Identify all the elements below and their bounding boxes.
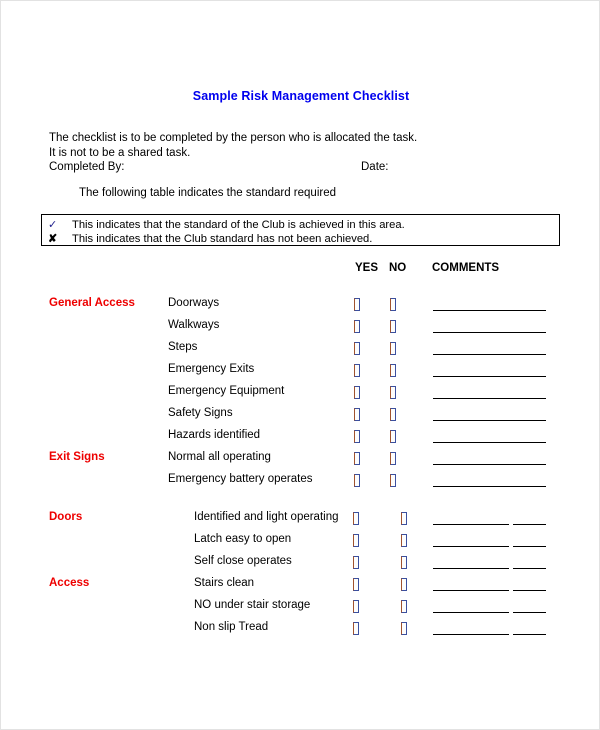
table-row [1,429,600,451]
comment-line[interactable] [433,486,546,487]
table-row [1,407,600,429]
checkbox-yes[interactable] [354,408,360,421]
checkbox-yes[interactable] [354,342,360,355]
cross-icon: ✘ [48,233,58,245]
category-label: Exit Signs [49,451,105,463]
completed-by-row [49,160,519,175]
checkbox-no[interactable] [390,474,396,487]
standard-required-note: The following table indicates the standard required [79,187,336,199]
date-label: Date: [361,161,389,173]
checklist-item-label: Emergency Equipment [168,385,285,397]
checkbox-no[interactable] [401,622,407,635]
checkbox-yes[interactable] [353,622,359,635]
checkbox-yes[interactable] [353,600,359,613]
comment-line[interactable] [433,590,509,591]
checkbox-no[interactable] [390,298,396,311]
comment-line[interactable] [433,634,509,635]
checkbox-yes[interactable] [353,578,359,591]
checkbox-no[interactable] [390,386,396,399]
table-row [1,533,600,555]
column-header-no: NO [389,262,407,274]
table-row [1,473,600,495]
checkbox-yes[interactable] [354,364,360,377]
checklist-item-label: NO under stair storage [194,599,311,611]
column-header-yes: YES [355,262,379,274]
checkbox-no[interactable] [390,452,396,465]
checkbox-yes[interactable] [354,320,360,333]
checkbox-no[interactable] [401,556,407,569]
comment-line[interactable] [513,612,546,613]
comment-line[interactable] [513,634,546,635]
comment-line[interactable] [433,332,546,333]
checkbox-yes[interactable] [354,298,360,311]
legend-row-achieved [48,218,405,232]
check-icon: ✓ [48,219,58,231]
checkbox-yes[interactable] [353,512,359,525]
checklist-item-label: Hazards identified [168,429,261,441]
comment-line[interactable] [433,464,546,465]
table-row [1,319,600,341]
legend-not-achieved-text: This indicates that the Club standard has not been achieved. [72,233,373,245]
checklist-item-label: Steps [168,341,198,353]
comment-line[interactable] [433,376,546,377]
checkbox-yes[interactable] [354,430,360,443]
checklist-item-label: Stairs clean [194,577,255,589]
intro-line-1: The checklist is to be completed by the person who is allocated the task. [49,132,418,144]
comment-line[interactable] [433,568,509,569]
table-row [1,511,600,533]
checkbox-yes[interactable] [354,452,360,465]
table-row [1,363,600,385]
table-row [1,341,600,363]
column-header-comments: COMMENTS [432,262,500,274]
table-row [1,621,600,643]
checklist-item-label: Latch easy to open [194,533,292,545]
checkbox-no[interactable] [401,600,407,613]
comment-line[interactable] [513,568,546,569]
comment-line[interactable] [433,354,546,355]
page-title: Sample Risk Management Checklist [192,89,410,103]
comment-line[interactable] [433,524,509,525]
comment-line[interactable] [433,398,546,399]
comment-line[interactable] [513,546,546,547]
category-label: Doors [49,511,83,523]
legend-achieved-text: This indicates that the standard of the Club is achieved in this area. [72,219,405,231]
table-row [1,297,600,319]
intro-text [49,131,417,161]
checkbox-no[interactable] [401,534,407,547]
checkbox-yes[interactable] [354,386,360,399]
checkbox-no[interactable] [390,408,396,421]
checklist-item-label: Doorways [168,297,220,309]
table-row [1,385,600,407]
checklist-item-label: Walkways [168,319,220,331]
checklist-item-label: Identified and light operating [194,511,339,523]
comment-line[interactable] [433,420,546,421]
comment-line[interactable] [433,546,509,547]
table-row [1,451,600,473]
intro-line-2: It is not to be a shared task. [49,147,191,159]
completed-by-label: Completed By: [49,161,125,173]
legend-row-not-achieved [48,232,372,246]
checklist-item-label: Non slip Tread [194,621,269,633]
checkbox-no[interactable] [390,430,396,443]
table-row [1,577,600,599]
checkbox-no[interactable] [390,364,396,377]
checklist-item-label: Emergency battery operates [168,473,313,485]
comment-line[interactable] [433,442,546,443]
table-row [1,555,600,577]
comment-line[interactable] [513,524,546,525]
checklist-item-label: Self close operates [194,555,292,567]
checkbox-yes[interactable] [354,474,360,487]
checkbox-no[interactable] [401,578,407,591]
comment-line[interactable] [433,310,546,311]
checkbox-yes[interactable] [353,556,359,569]
comment-line[interactable] [433,612,509,613]
comment-line[interactable] [513,590,546,591]
checklist-item-label: Normal all operating [168,451,271,463]
legend-box [41,214,560,246]
checkbox-yes[interactable] [353,534,359,547]
checklist-item-label: Emergency Exits [168,363,255,375]
table-row [1,599,600,621]
checkbox-no[interactable] [390,320,396,333]
checkbox-no[interactable] [401,512,407,525]
checklist-item-label: Safety Signs [168,407,233,419]
category-label: Access [49,577,90,589]
category-label: General Access [49,297,135,309]
checkbox-no[interactable] [390,342,396,355]
